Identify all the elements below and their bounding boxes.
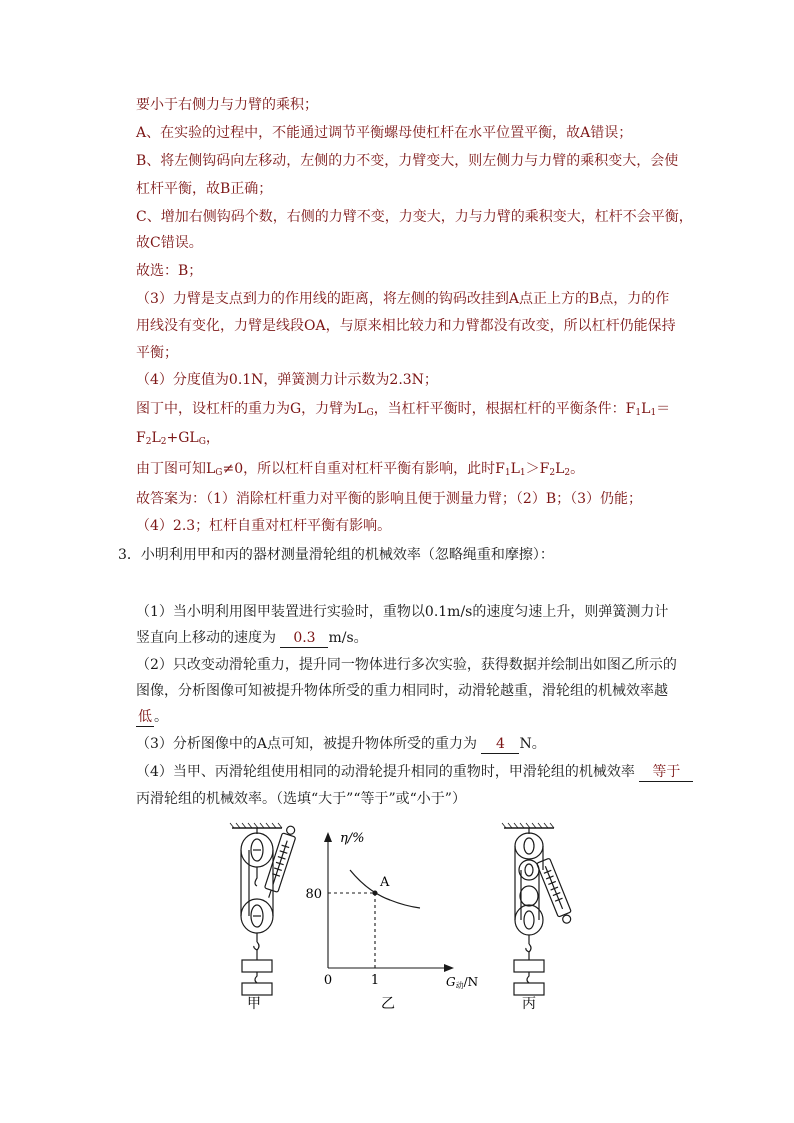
answer-line-1: 要小于右侧力与力臂的乘积； <box>136 97 318 113</box>
answer-blank-1: 0.3 <box>280 629 328 648</box>
question-part-3: （3）分析图像中的A点可知，被提升物体所受的重力为 4 N。 <box>136 736 546 752</box>
formula-line-3: 由丁图可知$L_G\ne 0$，所以杠杆自重对杠杆平衡有影响，此时$F_1L_1>F_2L_2$。 <box>136 461 585 478</box>
caption-jia: 甲 <box>247 996 261 1012</box>
efficiency-graph <box>324 832 454 972</box>
question-title: 3．小明利用甲和丙的器材测量滑轮组的机械效率（忽略绳重和摩擦）： <box>118 547 554 563</box>
formula-line-1: 图丁中，设杠杆的重力为G，力臂为$L_G$，当杠杆平衡时，根据杠杆的平衡条件：$F_1L_1=$ <box>136 401 671 418</box>
question-part-2c: 低 。 <box>138 709 168 725</box>
point-a <box>373 891 377 895</box>
formula-line-2: $F_2L_2+GL_G$， <box>136 430 220 447</box>
answer-line-4: 杠杆平衡，故B正确； <box>136 181 273 197</box>
answer-blank-2: 低 <box>138 709 152 725</box>
answer-blank-4: 等于 <box>639 763 693 782</box>
question-part-4a: （4）当甲、丙滑轮组使用相同的动滑轮提升相同的重物时，甲滑轮组的机械效率 等于 <box>136 762 693 782</box>
question-part-1b: 竖直向上移动的速度为 0.3 m/s。 <box>136 630 368 646</box>
caption-yi: 乙 <box>381 996 395 1012</box>
answer-line-6: 故C错误。 <box>136 235 203 251</box>
graph-xlabel: G动/N <box>446 975 479 990</box>
answer-line-11: （4）分度值为0.1N，弹簧测力计示数为2.3N； <box>136 372 438 388</box>
pulley-system-jia <box>230 823 299 995</box>
figure-group <box>220 820 600 1015</box>
graph-x-tick: 1 <box>370 973 380 988</box>
pulley-system-bing <box>502 823 575 995</box>
graph-point-label: A <box>380 875 390 890</box>
graph-ylabel: η/% <box>340 831 365 846</box>
answer-line-9: 用线没有变化，力臂是线段OA，与原来相比较力和力臂都没有改变，所以杠杆仍能保持 <box>136 318 676 334</box>
answer-line-8: （3）力臂是支点到力的作用线的距离，将左侧的钩码改挂到A点正上方的B点，力的作 <box>136 291 670 307</box>
question-part-2a: （2）只改变动滑轮重力，提升同一物体进行多次实验，获得数据并绘制出如图乙所示的 <box>136 657 677 673</box>
answer-line-10: 平衡； <box>136 345 178 361</box>
answer-line-2: A、在实验的过程中，不能通过调节平衡螺母使杠杆在水平位置平衡，故A错误； <box>136 125 633 141</box>
answer-line-5: C、增加右侧钩码个数，右侧的力臂不变，力变大，力与力臂的乘积变大，杠杆不会平衡， <box>136 209 693 225</box>
question-part-1a: （1）当小明利用图甲装置进行实验时，重物以0.1m/s的速度匀速上升，则弹簧测力计 <box>136 604 669 620</box>
conclusion-line-1: 故答案为：（1）消除杠杆重力对平衡的影响且便于测量力臂；（2）B；（3）仍能； <box>136 491 643 507</box>
caption-bing: 丙 <box>522 996 536 1012</box>
graph-y-tick: 80 <box>305 887 322 902</box>
question-part-4b: 丙滑轮组的机械效率。（选填“大于”“等于”或“小于”） <box>136 791 466 807</box>
conclusion-line-2: （4）2.3；杠杆自重对杠杆平衡有影响。 <box>136 518 392 534</box>
question-part-2b: 图像，分析图像可知被提升物体所受的重力相同时，动滑轮越重，滑轮组的机械效率越 <box>136 683 668 699</box>
answer-line-7: 故选：B； <box>136 263 203 279</box>
answer-line-3: B、将左侧钩码向左移动，左侧的力不变，力臂变大，则左侧力与力臂的乘积变大，会使 <box>136 153 679 169</box>
answer-blank-3: 4 <box>481 735 519 754</box>
graph-origin: 0 <box>323 973 333 988</box>
